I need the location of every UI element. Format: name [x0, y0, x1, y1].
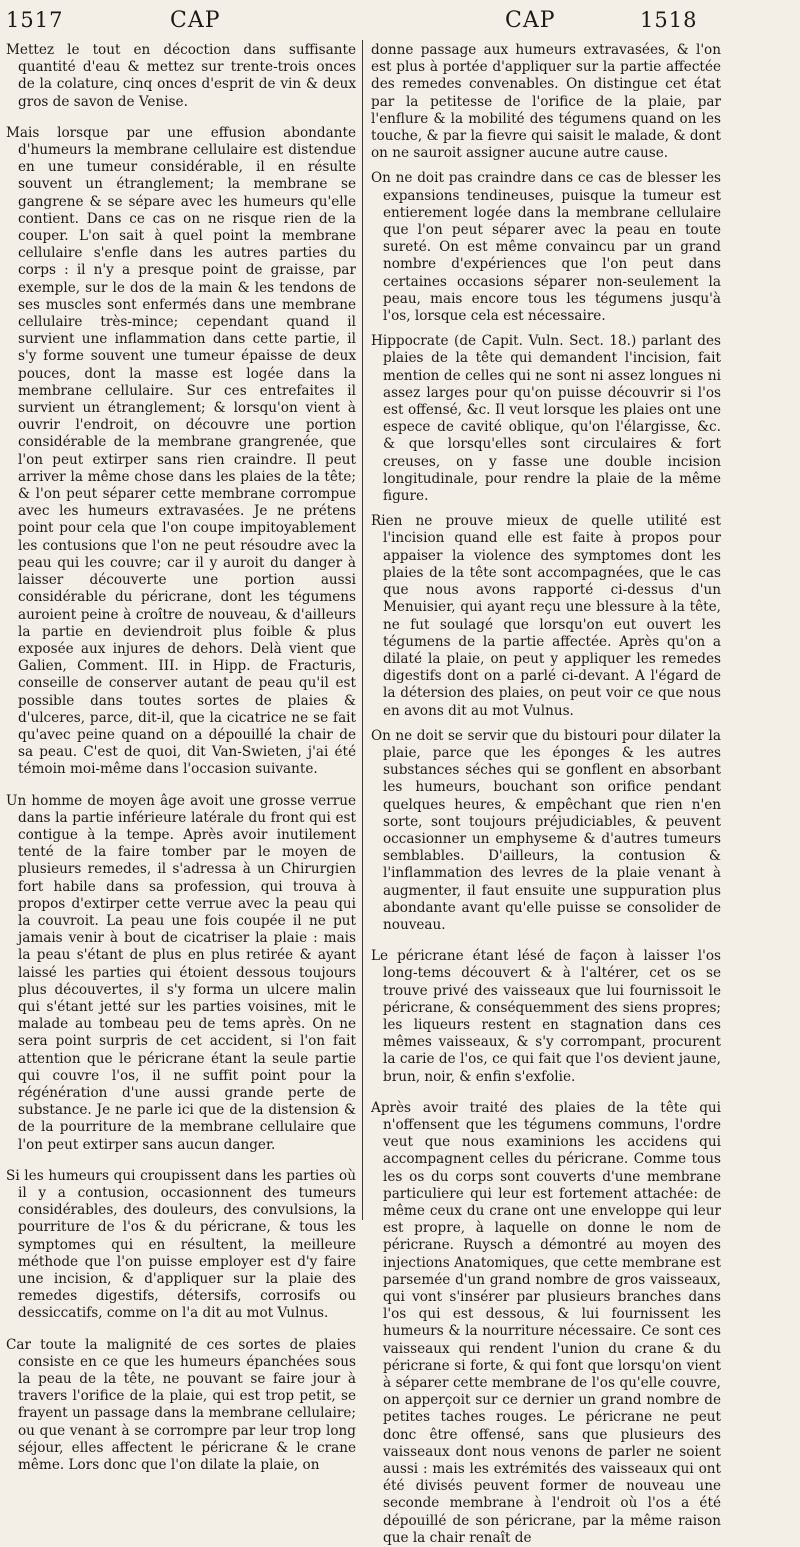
left-page-number: 1517: [6, 8, 64, 32]
left-column: [6, 42, 356, 1474]
column-divider: [362, 40, 363, 1220]
paragraph: Le péricrane étant lésé de façon à laisser l'os long-tems découvert & à l'altérer, cet os se trouve privé des vaisseaux que lui fournissoit le péricrane, & conséquemment des siens propres; les liqueurs restent en stagnation dans ces mêmes vaisseaux, & s'y corrompant, procurent la carie de l'os, ce qui fait que l'os devient jaune, brun, noir, & enfin s'exfolie.: [371, 948, 721, 1085]
paragraph: Rien ne prouve mieux de quelle utilité est l'incision quand elle est faite à propos pour appaiser la violence des symptomes dont les plaies de la tête sont accompagnées, que le cas que nous avons rapporté ci-dessus d'un Menuisier, qui ayant reçu une blessure à la tête, ne fut soulagé que lorsqu'on eut ouvert les tégumens de la partie affectée. Après qu'on a dilaté la plaie, on peut y appliquer les remedes digestifs dont on a parlé ci-devant. A l'égard de la détersion des plaies, on peut voir ce que nous en avons dit au mot Vulnus.: [371, 513, 721, 719]
paragraph: Après avoir traité des plaies de la tête qui n'offensent que les tégumens communs, l'ordre veut que nous examinions les accidens qui accompagnent celles du péricrane. Comme tous les os du corps sont couverts d'une membrane particuliere qui leur est fortement attachée: de même ceux du crane ont une enveloppe qui leur est propre, à laquelle on donne le nom de péricrane. Ruysch a démontré au moyen des injections Anatomiques, que cette membrane est parsemée d'un grand nombre de gros vaisseaux, qui vont s'insérer par plusieurs branches dans l'os qui est dessous, & lui fournissent les humeurs & la nourriture nécessaire. Ce sont ces vaisseaux qui rendent l'union du crane & du péricrane si forte, & qui font que lorsqu'on vient à séparer cette membrane de l'os qu'elle couvre, on apperçoit sur ce dernier un grand nombre de petites taches rouges. Le péricrane ne peut donc être offensé, sans que plusieurs des vaisseaux dont nous venons de parler ne soient aussi : mais les extrémités des vaisseaux qui ont été divisés peuvent former de nouveau une seconde membrane à l'endroit où l'os a été dépouillé de son péricrane, par la même raison que la chair renaît de: [371, 1099, 721, 1546]
paragraph: Mettez le tout en décoction dans suffisante quantité d'eau & mettez sur trente-trois onces de la colature, cinq onces d'esprit de vin & deux gros de savon de Venise.: [6, 42, 356, 110]
paragraph: On ne doit pas craindre dans ce cas de blesser les expansions tendineuses, puisque la tumeur est entierement logée dans la membrane cellulaire que l'on peut séparer avec la peau en toute sureté. On est même convaincu par un grand nombre d'expériences que l'on peut dans certaines occasions séparer non-seulement la peau, mais encore tous les tégumens jusqu'à l'os, lorsque cela est nécessaire.: [371, 170, 721, 325]
paragraph: Mais lorsque par une effusion abondante d'humeurs la membrane cellulaire est distendue en une tumeur considérable, il en résulte souvent un étranglement; la membrane se gangrene & se sépare avec les humeurs qu'elle contient. Dans ce cas on ne risque rien de la couper. L'on sait à quel point la membrane cellulaire s'enfle dans les autres parties du corps : il n'y a presque point de graisse, par exemple, sur le dos de la main & les tendons de ses muscles sont enfermés dans une membrane cellulaire très-mince; cependant quand il survient une inflammation dans cette partie, il s'y forme souvent une tumeur épaisse de deux pouces, dont la masse est logée dans la membrane cellulaire. Sur ces entrefaites il survient un étranglement; & lorsqu'on vient à ouvrir l'endroit, on découvre une portion considérable de la membrane grangrenée, que l'on peut extirper sans rien craindre. Il peut arriver la même chose dans les plaies de la tête; & l'on peut séparer cette membrane corrompue avec les humeurs extravasées. Je ne prétens point pour cela que l'on coupe impitoyablement les contusions que l'on ne peut résoudre avec la peau qui les couvre; car il y auroit du danger à laisser découverte une portion aussi considérable du péricrane, dont les tégumens auroient peine à croître de nouveau, & d'ailleurs la partie en deviendroit plus foible & plus exposée aux injures de dehors. Delà vient que Galien, Comment. III. in Hipp. de Fracturis, conseille de conserver autant de peau qu'il est possible dans toutes sortes de plaies & d'ulceres, parce, dit-il, que la cicatrice ne se fait qu'avec peine quand on a dépouillé la chair de sa peau. C'est de quoi, dit Van-Swieten, j'ai été témoin moi-même dans l'occasion suivante.: [6, 124, 356, 778]
paragraph: Un homme de moyen âge avoit une grosse verrue dans la partie inférieure latérale du front qui est contigue à la tempe. Après avoir inutilement tenté de la faire tomber par le moyen de plusieurs remedes, il s'adressa à un Chirurgien fort habile dans sa profession, qui trouva à propos d'extirper cette verrue avec la peau qui la couvroit. La peau une fois coupée il ne put jamais venir à bout de cicatriser la plaie : mais la peau s'étant de plus en plus retirée & ayant laissé les parties qui étoient dessous toujours plus découvertes, il s'y forma un ulcere malin qui s'étant jetté sur les parties voisines, mit le malade au tombeau peu de tems après. On ne sera point surpris de cet accident, si l'on fait attention que le péricrane étant la seule partie qui couvre l'os, il ne suffit point pour la régénération d'une aussi grande perte de substance. Je ne parle ici que de la distension & de la pourriture de la membrane cellulaire que l'on peut extirper sans aucun danger.: [6, 792, 356, 1153]
right-column: [371, 42, 721, 1546]
right-running-head: CAP: [505, 8, 556, 33]
paragraph: donne passage aux humeurs extravasées, & l'on est plus à portée d'appliquer sur la partie affectée des remedes convenables. On distingue cet état par la petitesse de l'orifice de la plaie, par l'enflure & la mobilité des tégumens quand on les touche, & par la fievre qui saisit le malade, & dont on ne sauroit assigner aucune autre cause.: [371, 42, 721, 162]
paragraph: Car toute la malignité de ces sortes de plaies consiste en ce que les humeurs épanchées sous la peau de la tête, ne pouvant se faire jour à travers l'orifice de la plaie, qui est trop petit, se frayent un passage dans la membrane cellulaire; ou que venant à se corrompre par leur trop long séjour, elles affectent le péricrane & le crane même. Lors donc que l'on dilate la plaie, on: [6, 1336, 356, 1474]
paragraph: Si les humeurs qui croupissent dans les parties où il y a contusion, occasionnent des tumeurs considérables, des douleurs, des convulsions, la pourriture de l'os & du péricrane, & tous les symptomes qui en résultent, la meilleure méthode que l'on puisse employer est d'y faire une incision, & d'appliquer sur la plaie des remedes digestifs, détersifs, corrosifs ou dessiccatifs, comme on l'a dit au mot Vulnus.: [6, 1167, 356, 1322]
paragraph: On ne doit se servir que du bistouri pour dilater la plaie, parce que les éponges & les autres substances séches qui se gonflent en absorbant les humeurs, bouchant son orifice pendant quelques heures, & empêchant que rien n'en sorte, sont toujours préjudiciables, & peuvent occasionner un emphyseme & d'autres tumeurs semblables. D'ailleurs, la contusion & l'inflammation des levres de la plaie venant à augmenter, il faut ensuite une suppuration plus abondante avant qu'elle puisse se consolider de nouveau.: [371, 727, 721, 933]
left-running-head: CAP: [170, 8, 221, 33]
paragraph: Hippocrate (de Capit. Vuln. Sect. 18.) parlant des plaies de la tête qui demandent l'incision, fait mention de celles qui ne sont ni assez longues ni assez larges pour qu'on puisse découvrir si l'os est offensé, &c. Il veut lorsque les plaies ont une espece de cavité oblique, qu'on l'élargisse, &c. & que lorsqu'elles sont circulaires & fort creuses, on y fasse une double incision longitudinale, pour rendre la plaie de la même figure.: [371, 333, 721, 505]
right-page-number: 1518: [640, 8, 698, 32]
